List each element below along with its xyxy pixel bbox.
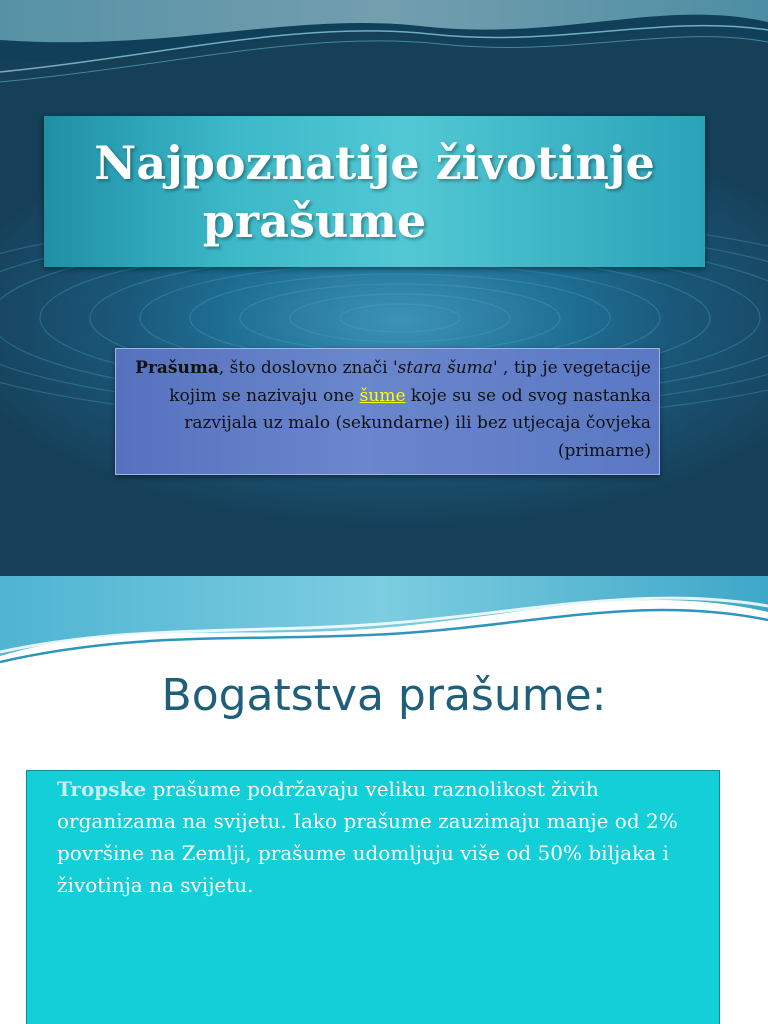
highlight-word: Tropske	[57, 777, 147, 801]
definition-text	[122, 355, 651, 465]
title-box	[44, 116, 705, 267]
slide-title	[44, 134, 705, 250]
definition-part: , što doslovno znači	[218, 358, 393, 378]
slide-2	[0, 576, 768, 1024]
content-text	[57, 773, 707, 901]
title-line-2: prašume	[202, 194, 427, 248]
content-box	[26, 770, 720, 1024]
content-body: prašume podržavaju veliku raznolikost živih organizama na svijetu. Iako prašume zauzimaju manje od 2% površine na Zemlji, prašume udomljuju više od 50% biljaka i životinja na svijetu.	[57, 777, 678, 897]
definition-part: , tip je vegetacije kojim se nazivaju one	[169, 358, 651, 406]
definition-quote: 'stara šuma'	[392, 358, 498, 378]
definition-term: Prašuma	[135, 358, 219, 378]
definition-box	[115, 348, 660, 475]
title-line-1: Najpoznatije životinje	[94, 136, 655, 190]
slide-2-heading: Bogatstva prašume:	[161, 670, 607, 721]
slide-2-top-wave	[0, 576, 768, 676]
definition-part: koje su se od svog nastanka razvijala uz malo (sekundarne) ili bez utjecaja čovjeka (primarne)	[184, 385, 651, 461]
sume-link[interactable]: šume	[359, 385, 406, 406]
